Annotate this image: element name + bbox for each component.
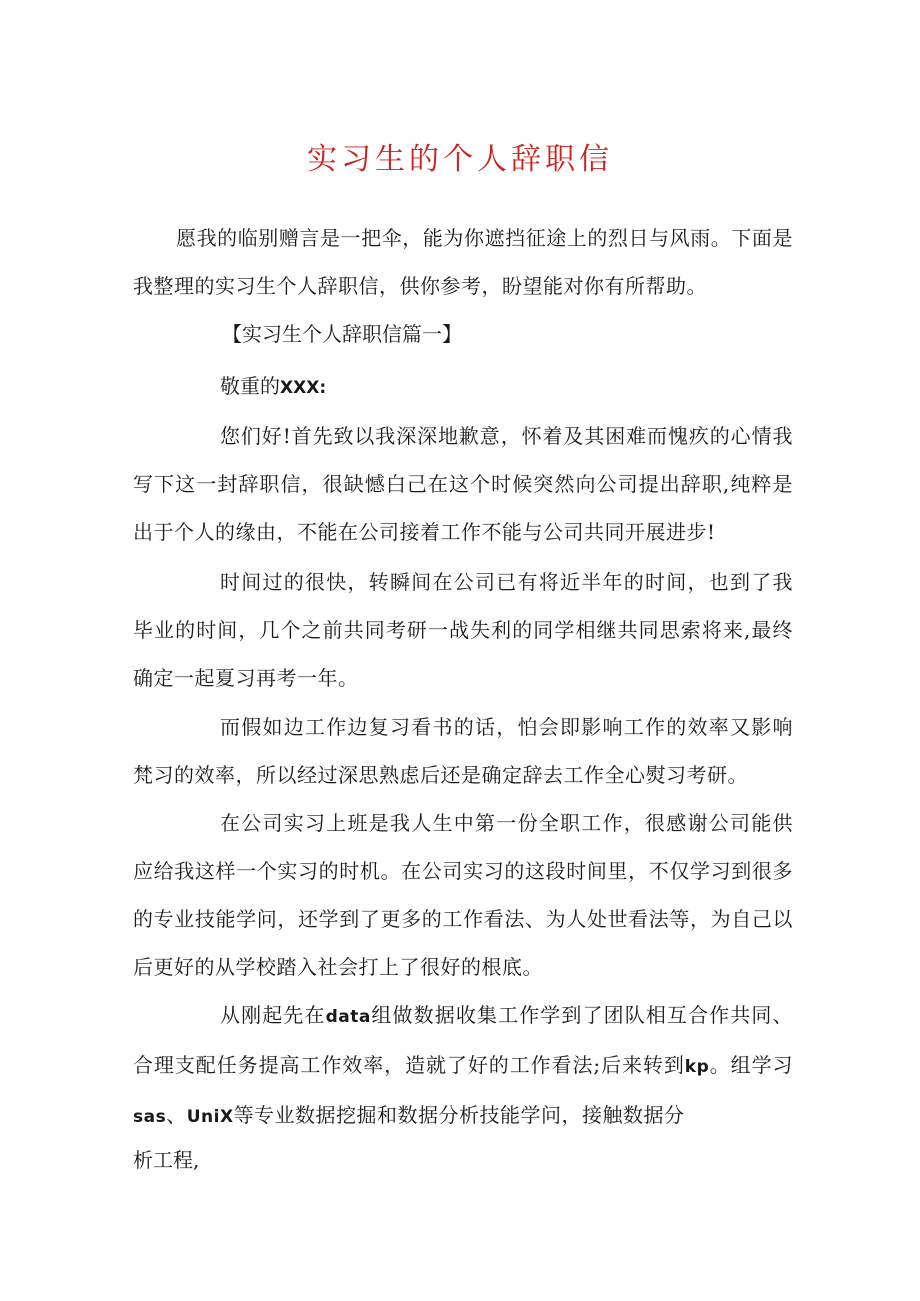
term-unix: UniX bbox=[186, 1107, 234, 1127]
paragraph-5-text-1: 从刚起先在 bbox=[220, 1003, 326, 1027]
body-paragraph-4: 在公司实习上班是我人生中第一份全职工作，很感谢公司能供应给我这样一个实习的时机。在公司实习的这段时间里，不仅学习到很多的专业技能学问，还学到了更多的工作看法、为人处世看法等，为自己以后更好的从学校踏入社会打上了很好的根底。 bbox=[133, 811, 793, 979]
document-title: 实习生的个人辞职信 bbox=[307, 142, 613, 177]
term-data: data bbox=[325, 1007, 371, 1027]
paragraph-5-text-2: 组做数据收集工作学到了团队相互合作共同、合理支配任务提高工作效率，造就了好的工作看法;后来转到 bbox=[133, 1003, 794, 1077]
term-kp: kp bbox=[684, 1057, 710, 1077]
paragraph-5-text-4: 、 bbox=[166, 1103, 187, 1127]
intro-paragraph: 愿我的临别赠言是一把伞，能为你遮挡征途上的烈日与风雨。下面是我整理的实习生个人辞职信，供你参考，盼望能对你有所帮助。 bbox=[133, 226, 793, 298]
greeting-line bbox=[220, 366, 326, 408]
body-paragraph-1: 您们好!首先致以我深深地歉意，怀着及其困难而愧疚的心情我写下这一封辞职信，很缺憾白己在这个时候突然向公司提出辞职,纯粹是出于个人的缘由，不能在公司接着工作不能与公司共同开展进步! bbox=[133, 424, 793, 544]
term-sas: sas bbox=[133, 1107, 167, 1127]
greeting-name: XXX: bbox=[280, 378, 327, 398]
paragraph-5-text-3: 。组学习 bbox=[709, 1053, 793, 1077]
paragraph-5-text-5: 等专业数据挖掘和数据分析技能学问，接触数据分 bbox=[233, 1103, 685, 1127]
body-paragraph-3: 而假如边工作边复习看书的话，怕会即影响工作的效率又影响梵习的效率，所以经过深思熟虑后还是确定辞去工作全心熨习考研。 bbox=[133, 715, 793, 787]
body-paragraph-6: 析工程, bbox=[133, 1148, 200, 1172]
body-paragraph-5 bbox=[133, 991, 793, 1141]
section-heading: 【实习生个人辞职信篇一】 bbox=[222, 322, 462, 346]
body-paragraph-2: 时间过的很快，转瞬间在公司已有将近半年的时间，也到了我毕业的时间，几个之前共同考研一战失利的同学相继共同思索将来,最终确定一起夏习再考一年。 bbox=[133, 570, 793, 690]
greeting-prefix: 敬重的 bbox=[220, 374, 280, 398]
